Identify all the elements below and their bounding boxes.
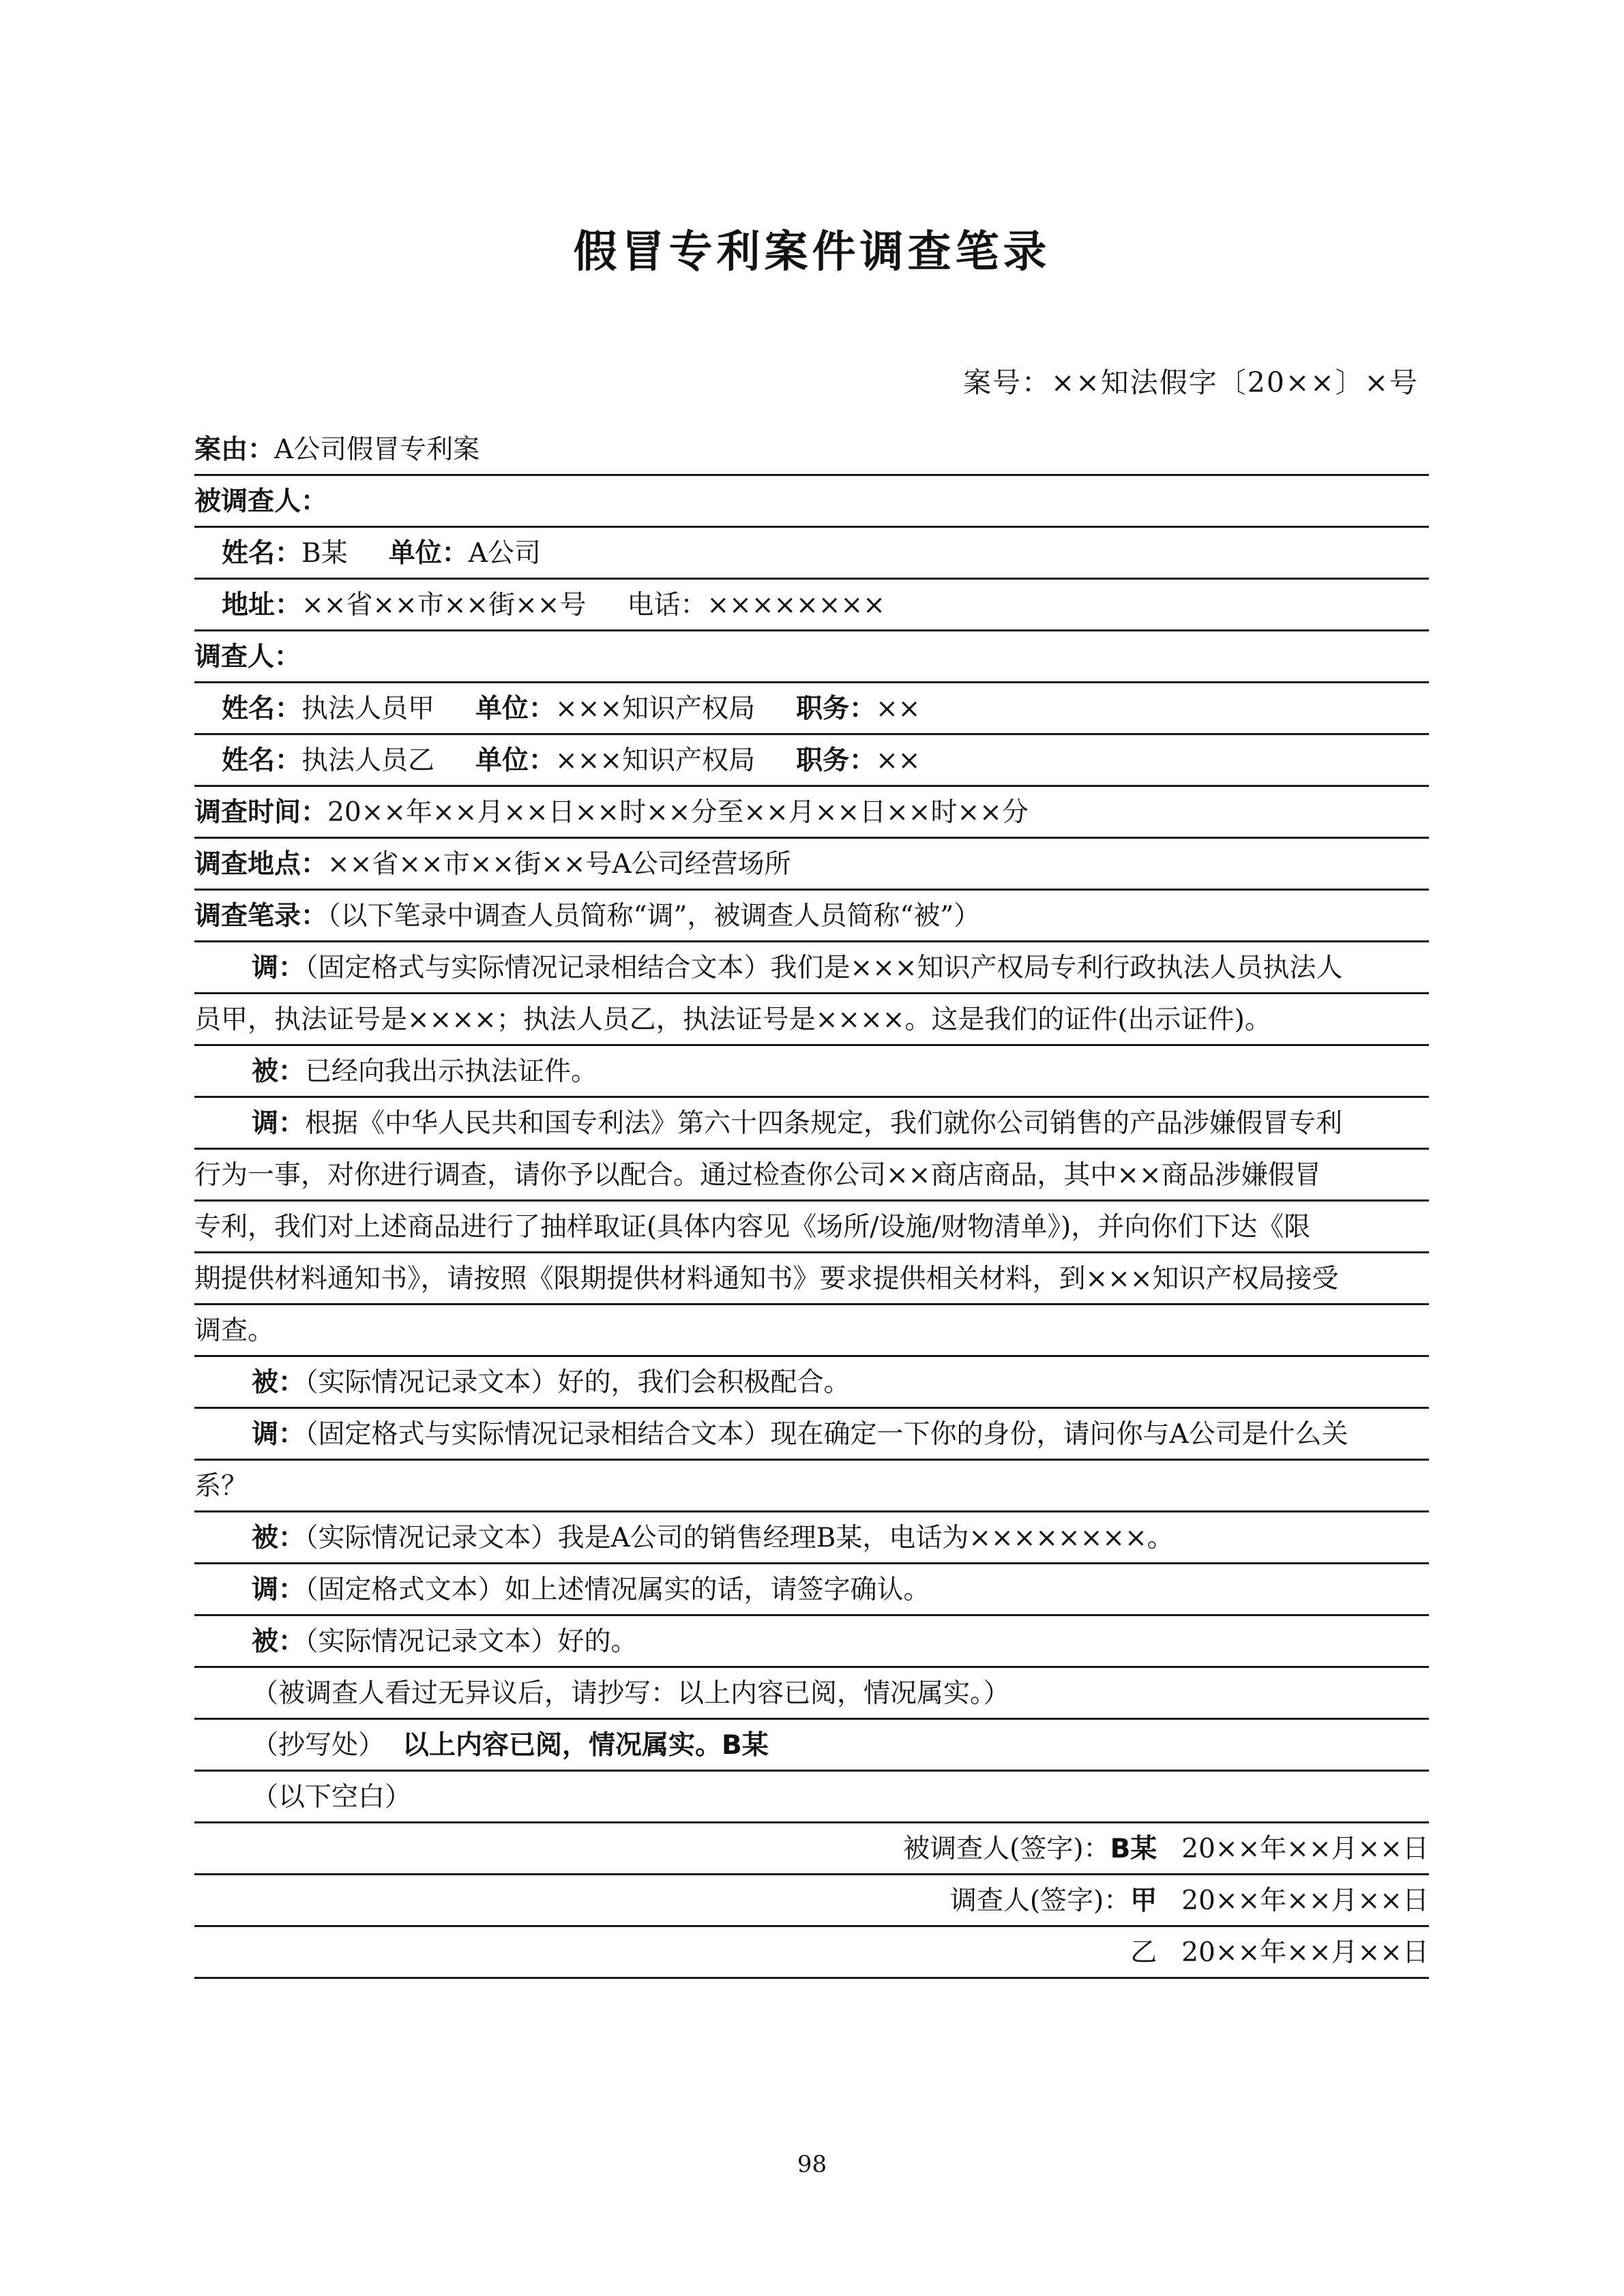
dialogue-line bbox=[194, 942, 1429, 994]
time-line bbox=[194, 787, 1429, 839]
blank-line bbox=[194, 1772, 1429, 1823]
blank-note: （以下空白） bbox=[252, 1782, 412, 1813]
investigator-signature-1: 甲 bbox=[1130, 1885, 1157, 1916]
dialogue-text: 专利，我们对上述商品进行了抽样取证(具体内容见《场所/设施/财物清单》)，并向你们下达《限 bbox=[194, 1212, 1311, 1242]
investigator-duty: ×× bbox=[876, 694, 921, 724]
investigator-signature-2: 乙 bbox=[1130, 1937, 1157, 1968]
dialogue-line bbox=[194, 1512, 1429, 1564]
copy-note: （被调查人看过无异议后，请抄写：以上内容已阅，情况属实。） bbox=[252, 1678, 1010, 1709]
investigator-signature-line-1 bbox=[194, 1875, 1429, 1927]
investigator-signature-label: 调查人(签字)： bbox=[949, 1885, 1131, 1916]
investigators-header-line bbox=[194, 631, 1429, 683]
investigator-unit-label: 单位： bbox=[475, 745, 556, 776]
respondent-address-label: 地址： bbox=[222, 590, 302, 621]
dialogue-text: 员甲，执法证号是××××；执法人员乙，执法证号是××××。这是我们的证件(出示证件)。 bbox=[194, 1004, 1271, 1035]
time-label: 调查时间： bbox=[194, 797, 328, 828]
place-line bbox=[194, 839, 1429, 891]
dialogue-speaker: 被： bbox=[252, 1523, 306, 1553]
respondent-unit: A公司 bbox=[468, 538, 541, 569]
dialogue-speaker: 被： bbox=[252, 1056, 306, 1087]
dialogue-text: 根据《中华人民共和国专利法》第六十四条规定，我们就你公司销售的产品涉嫌假冒专利 bbox=[305, 1108, 1343, 1139]
dialogue-speaker: 被： bbox=[252, 1626, 306, 1657]
dialogue-line bbox=[194, 1357, 1429, 1409]
investigator-signature-line-2 bbox=[194, 1927, 1429, 1979]
dialogue-line bbox=[194, 1202, 1429, 1253]
dialogue-text: 系？ bbox=[194, 1471, 248, 1502]
respondent-signature-label: 被调查人(签字)： bbox=[903, 1834, 1110, 1864]
dialogue-line bbox=[194, 1305, 1429, 1357]
dialogue-line bbox=[194, 1098, 1429, 1150]
dialogue-speaker: 调： bbox=[252, 1575, 306, 1605]
dialogue-line bbox=[194, 1564, 1429, 1616]
dialogue-speaker: 调： bbox=[252, 1108, 306, 1139]
investigator-unit-label: 单位： bbox=[475, 694, 556, 724]
investigator-name-label: 姓名： bbox=[222, 745, 302, 776]
place-value: ××省××市××街××号A公司经营场所 bbox=[327, 849, 791, 880]
place-label: 调查地点： bbox=[194, 849, 328, 880]
dialogue-line bbox=[194, 994, 1429, 1046]
investigator-duty-label: 职务： bbox=[796, 694, 876, 724]
investigators-header: 调查人： bbox=[194, 642, 301, 672]
record-value: （以下笔录中调查人员简称“调”，被调查人员简称“被”） bbox=[327, 901, 981, 931]
dialogue-speaker: 调： bbox=[252, 953, 306, 983]
copy-line bbox=[194, 1720, 1429, 1772]
respondent-address: ××省××市××街××号 bbox=[301, 590, 587, 621]
copy-note-line bbox=[194, 1668, 1429, 1720]
dialogue-text: 行为一事，对你进行调查，请你予以配合。通过检查你公司××商店商品，其中××商品涉嫌假冒 bbox=[194, 1160, 1321, 1191]
dialogue-text: （固定格式文本）如上述情况属实的话，请签字确认。 bbox=[305, 1575, 930, 1605]
dialogue-text: 已经向我出示执法证件。 bbox=[305, 1056, 598, 1087]
dialogue-line bbox=[194, 1253, 1429, 1305]
dialogue-line bbox=[194, 1461, 1429, 1512]
investigator-line-1 bbox=[194, 683, 1429, 735]
time-value: 20××年××月××日××时××分至××月××日××时××分 bbox=[327, 797, 1029, 828]
record-label: 调查笔录： bbox=[194, 901, 328, 931]
respondent-signature-line bbox=[194, 1823, 1429, 1875]
investigator-name: 执法人员乙 bbox=[301, 745, 435, 776]
respondent-name: B某 bbox=[301, 538, 348, 569]
dialogue-text: （实际情况记录文本）好的，我们会积极配合。 bbox=[305, 1367, 851, 1398]
case-number: 案号：××知法假字〔20××〕×号 bbox=[963, 366, 1419, 399]
investigator-name: 执法人员甲 bbox=[301, 694, 435, 724]
dialogue-line bbox=[194, 1616, 1429, 1668]
investigator-line-2 bbox=[194, 735, 1429, 787]
respondent-signature-date: 20××年××月××日 bbox=[1181, 1834, 1429, 1864]
investigator-name-label: 姓名： bbox=[222, 694, 302, 724]
dialogue-text: （固定格式与实际情况记录相结合文本）现在确定一下你的身份，请问你与A公司是什么关 bbox=[305, 1419, 1348, 1450]
investigator-signature-date-2: 20××年××月××日 bbox=[1181, 1937, 1429, 1968]
respondent-phone: ×××××××× bbox=[707, 590, 885, 621]
respondent-name-line bbox=[194, 528, 1429, 580]
dialogue-text: （实际情况记录文本）好的。 bbox=[305, 1626, 638, 1657]
respondent-address-line bbox=[194, 580, 1429, 631]
respondent-header: 被调查人： bbox=[194, 486, 328, 517]
investigator-duty: ×× bbox=[876, 745, 921, 776]
respondent-header-line bbox=[194, 476, 1429, 528]
investigator-duty-label: 职务： bbox=[796, 745, 876, 776]
dialogue-text: 期提供材料通知书》，请按照《限期提供材料通知书》要求提供相关材料，到×××知识产权局接受 bbox=[194, 1264, 1339, 1294]
copy-text: 以上内容已阅，情况属实。B某 bbox=[402, 1730, 769, 1761]
case-reason-line bbox=[194, 424, 1429, 476]
respondent-unit-label: 单位： bbox=[388, 538, 469, 569]
record-line bbox=[194, 891, 1429, 942]
dialogue-text: （固定格式与实际情况记录相结合文本）我们是×××知识产权局专利行政执法人员执法人 bbox=[305, 953, 1343, 983]
case-reason-value: A公司假冒专利案 bbox=[274, 434, 480, 465]
respondent-name-label: 姓名： bbox=[222, 538, 302, 569]
investigator-unit: ×××知识产权局 bbox=[555, 745, 756, 776]
dialogue-speaker: 调： bbox=[252, 1419, 306, 1450]
investigator-unit: ×××知识产权局 bbox=[555, 694, 756, 724]
copy-label: （抄写处） bbox=[252, 1730, 385, 1761]
investigator-signature-date-1: 20××年××月××日 bbox=[1181, 1885, 1429, 1916]
document-title: 假冒专利案件调查笔录 bbox=[573, 227, 1051, 278]
dialogue-text: 调查。 bbox=[194, 1315, 275, 1346]
page-number: 98 bbox=[797, 2151, 827, 2178]
respondent-phone-label: 电话： bbox=[627, 590, 707, 621]
dialogue-line bbox=[194, 1409, 1429, 1461]
dialogue-text: （实际情况记录文本）我是A公司的销售经理B某，电话为××××××××。 bbox=[305, 1523, 1174, 1553]
case-reason-label: 案由： bbox=[194, 434, 275, 465]
dialogue-line bbox=[194, 1150, 1429, 1202]
dialogue-speaker: 被： bbox=[252, 1367, 306, 1398]
dialogue-line bbox=[194, 1046, 1429, 1098]
respondent-signature: B某 bbox=[1110, 1834, 1157, 1864]
